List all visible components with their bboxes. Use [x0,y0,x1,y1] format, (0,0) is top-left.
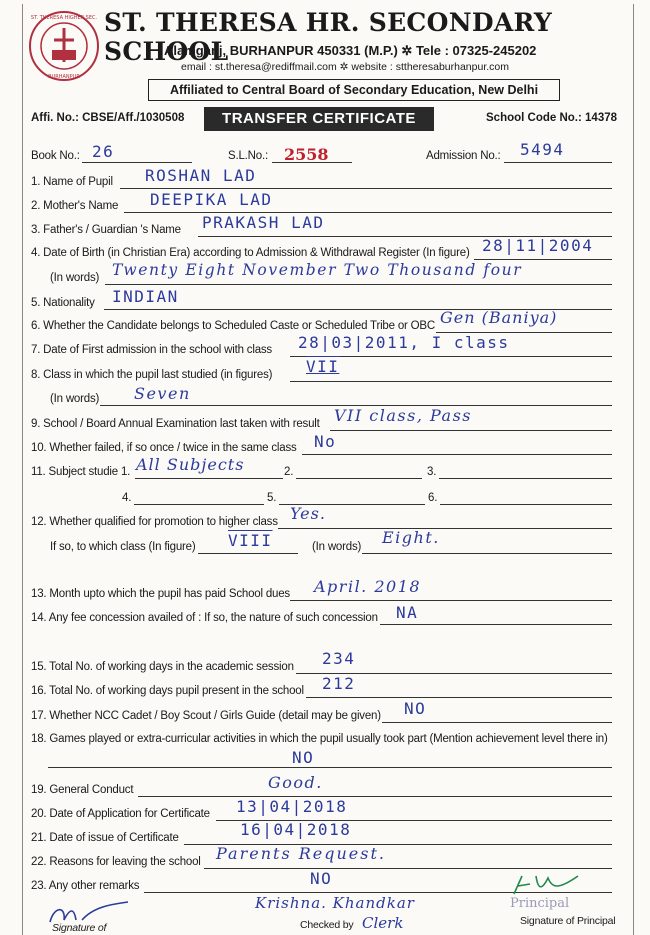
svg-text:BURHANPUR: BURHANPUR [48,74,80,80]
admission-no-value: 5494 [520,140,565,159]
field-17-label: 17. Whether NCC Cadet / Boy Scout / Girls Guide (detail may be given) [31,710,381,722]
field-14-label: 14. Any fee concession availed of : If so, the nature of such concession [31,612,378,624]
affiliation-box: Affiliated to Central Board of Secondary Education, New Delhi [148,79,560,101]
field-18-label: 18. Games played or extra-curricular activities in which the pupil usually took part (Mention achievement level there in) [31,733,608,745]
field-19-label: 19. General Conduct [31,784,134,796]
field-15-value: 234 [322,649,356,668]
school-seal [28,10,100,82]
field-8-value: VII [306,357,340,376]
field-20-label: 20. Date of Application for Certificate [31,808,210,820]
signature-of-label: Signature of [52,922,107,934]
field-10-value: No [314,432,337,451]
field-2-value: DEEPIKA LAD [150,190,273,209]
field-18-value: NO [292,748,315,767]
field-21-value: 16|04|2018 [240,820,352,839]
field-11-label: 11. Subject studie 1. [31,466,131,478]
field-12b-label: If so, to which class (In figure) [50,541,196,553]
field-7-value: 28|03|2011, I class [298,333,510,352]
field-9-value: VII class, Pass [334,406,472,425]
field-10-label: 10. Whether failed, if so once / twice in the same class [31,442,297,454]
school-address: Alamganj, BURHANPUR 450331 (M.P.) ✲ Tele : 07325-245202 [164,43,537,58]
field-9-label: 9. School / Board Annual Examination last taken with result [31,418,320,430]
field-16-value: 212 [322,674,356,693]
field-1-label: 1. Name of Pupil [31,176,113,188]
school-contact: email : st.theresa@rediffmail.com ✲ website : sttheresaburhanpur.com [181,61,509,73]
book-no-label: Book No.: [31,150,80,162]
field-12c-label: (In words) [312,541,362,553]
field-12-value: Yes. [290,504,326,523]
field-20-value: 13|04|2018 [236,797,348,816]
subject-3-label: 3. [427,466,437,478]
field-3-value: PRAKASH LAD [202,213,325,232]
checked-by-label: Checked by [300,919,354,931]
book-no-value: 26 [92,142,115,161]
field-3-label: 3. Father's / Guardian 's Name [31,224,181,236]
field-2-label: 2. Mother's Name [31,200,119,212]
subject-5-label: 5. [267,492,277,504]
sl-no-label: S.L.No.: [228,150,268,162]
field-6-value: Gen (Baniya) [440,308,558,327]
field-5-value: INDIAN [112,287,179,306]
field-1-value: ROSHAN LAD [145,166,257,185]
subject-6-label: 6. [428,492,438,504]
field-17-value: NO [404,699,427,718]
subject-2-label: 2. [284,466,294,478]
svg-text:ST. THERESA HIGHER SEC.: ST. THERESA HIGHER SEC. [30,15,98,21]
field-23-label: 23. Any other remarks [31,880,140,892]
principal-signature-label: Signature of Principal [520,915,616,927]
field-8-label: 8. Class in which the pupil last studied (in figures) [31,369,273,381]
field-14-value: NA [396,603,419,622]
field-12c-value: Eight. [382,528,440,547]
field-6-label: 6. Whether the Candidate belongs to Scheduled Caste or Scheduled Tribe or OBC [31,320,435,332]
field-8b-value: Seven [134,384,191,403]
field-19-value: Good. [268,773,323,792]
field-15-label: 15. Total No. of working days in the academic session [31,661,294,673]
field-13-label: 13. Month upto which the pupil has paid School dues [31,588,290,600]
field-12b-value: VIII [228,531,273,550]
checker-role: Clerk [362,914,404,932]
field-21-label: 21. Date of issue of Certificate [31,832,179,844]
field-12-label: 12. Whether qualified for promotion to higher class [31,516,278,528]
field-4-value: 28|11|2004 [482,236,594,255]
subject-4-label: 4. [122,492,132,504]
field-5-label: 5. Nationality [31,297,95,309]
checker-name: Krishna. Khandkar [255,894,415,912]
field-7-label: 7. Date of First admission in the school with class [31,344,272,356]
field-16-label: 16. Total No. of working days pupil present in the school [31,685,304,697]
school-name: ST. THERESA HR. SECONDARY SCHOOL [104,8,552,66]
field-8b-label: (In words) [50,393,100,405]
admission-no-label: Admission No.: [426,150,501,162]
field-4b-label: (In words) [50,272,100,284]
field-23-value: NO [310,869,333,888]
field-11-value: All Subjects [136,455,245,474]
field-22-label: 22. Reasons for leaving the school [31,856,201,868]
field-22-value: Parents Request. [216,844,386,863]
affiliation-number: Affi. No.: CBSE/Aff./1030508 [31,112,185,124]
principal-stamp: Principal [510,896,570,911]
field-13-value: April. 2018 [314,577,422,596]
field-4-label: 4. Date of Birth (in Christian Era) according to Admission & Withdrawal Register (In figure) [31,247,470,259]
school-code: School Code No.: 14378 [486,112,618,124]
field-4b-value: Twenty Eight November Two Thousand four [112,261,523,279]
sl-no-value: 2558 [284,145,329,164]
certificate-title: TRANSFER CERTIFICATE [204,107,434,131]
